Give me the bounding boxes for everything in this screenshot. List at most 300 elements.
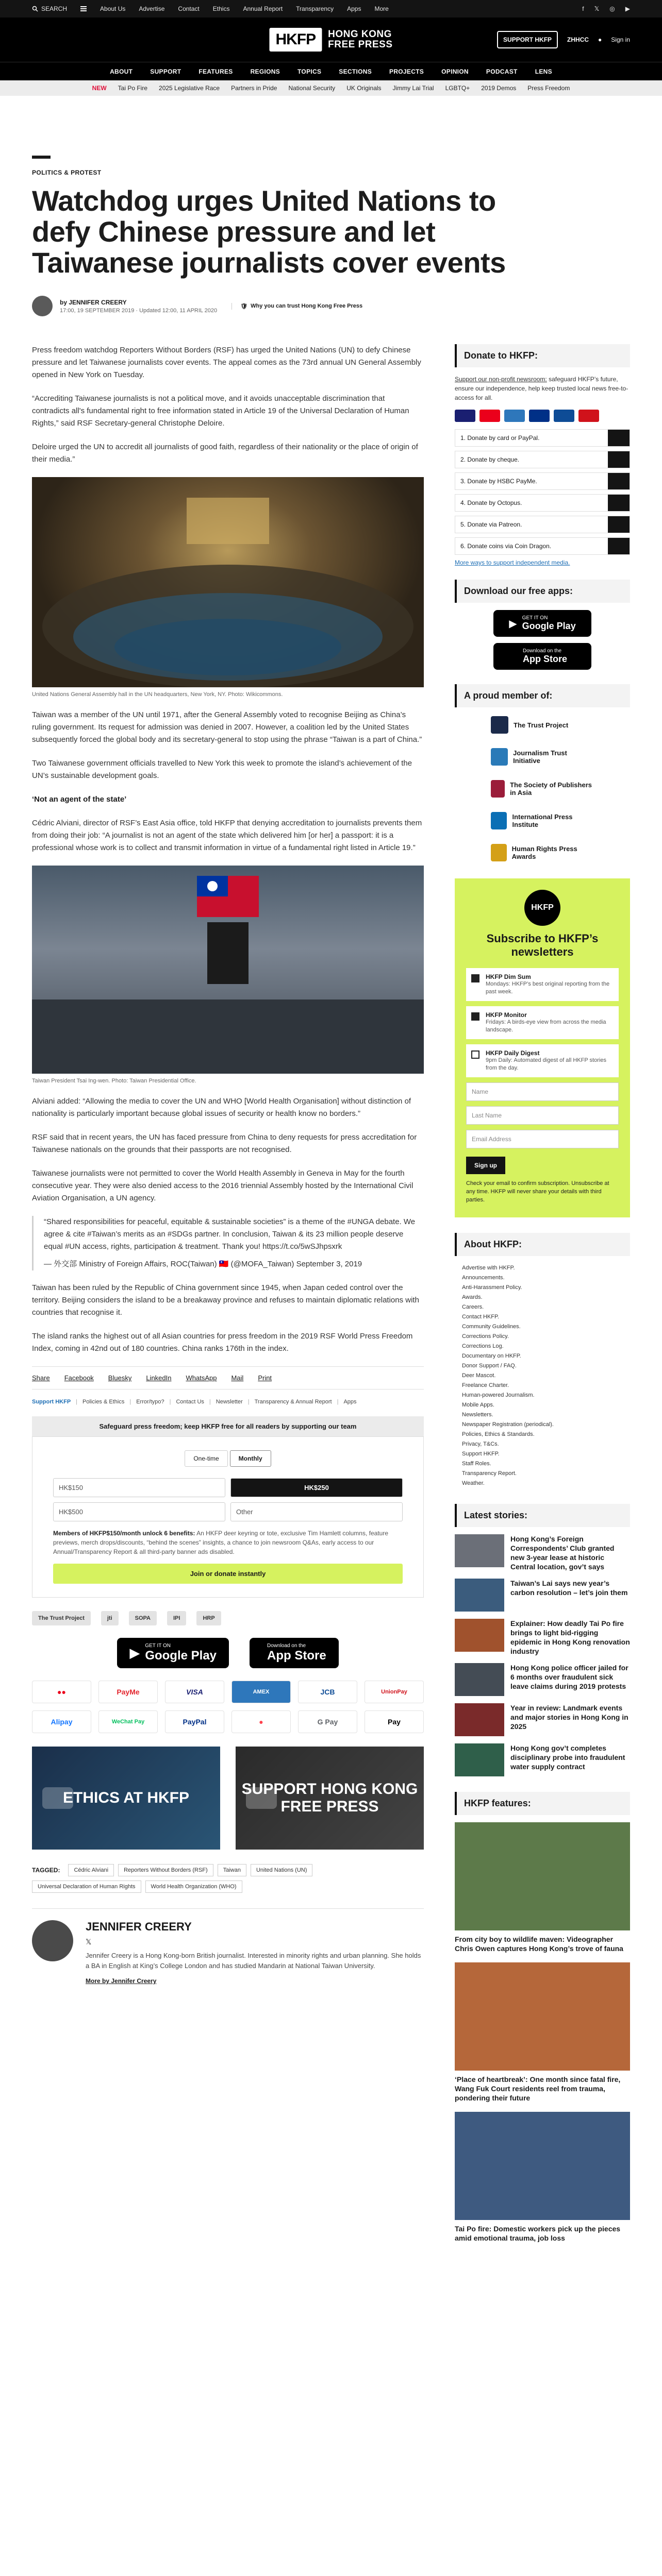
features-heading: HKFP features: <box>455 1792 630 1815</box>
tags-label: TAGGED: <box>32 1867 60 1874</box>
topbar-ethics-link[interactable]: Ethics <box>212 5 230 12</box>
trending-link[interactable]: Jimmy Lai Trial <box>392 84 434 92</box>
mastercard-icon: ●● <box>32 1681 91 1703</box>
policy-link[interactable]: Apps <box>343 1399 357 1405</box>
newsletter-name: HKFP Dim Sum <box>486 973 531 980</box>
about-link[interactable]: Corrections Log. <box>462 1343 504 1349</box>
about-link[interactable]: Policies, Ethics & Standards. <box>462 1431 535 1437</box>
arrow-icon <box>608 430 630 446</box>
menu-icon <box>80 6 87 11</box>
frequency-toggle <box>53 1450 403 1467</box>
newsletter-option[interactable] <box>466 1006 619 1039</box>
publish-date: 17:00, 19 SEPTEMBER 2019 · Updated 12:00, 11 APRIL 2020 <box>60 307 218 314</box>
paragraph: Press freedom watchdog Reporters Without Borders (RSF) has urged the United Nations (UN) to defy Chinese pressure and let Taiwanese journalists cover events. The appeal comes as the 73rd annual UN General Assembly opened in New York on Tuesday. <box>32 346 421 379</box>
tag-link[interactable]: Taiwan <box>218 1864 246 1876</box>
member-name: Human Rights Press Awards <box>511 845 577 860</box>
shield-icon: 🛡 <box>240 303 248 310</box>
un-hall-illustration <box>32 477 424 687</box>
nav-topics[interactable]: TOPICS <box>297 67 322 75</box>
donate-option-label: 4. Donate by Octopus. <box>460 499 522 506</box>
jcb-icon <box>554 410 574 422</box>
site-logo[interactable] <box>269 28 392 52</box>
ipi-icon <box>491 812 507 829</box>
play-icon: ▶ <box>129 1645 140 1660</box>
latest-story[interactable] <box>455 1579 630 1612</box>
arrow-icon <box>608 473 630 489</box>
tsai-photo[interactable] <box>32 866 424 1074</box>
nav-sections[interactable]: SECTIONS <box>339 67 372 75</box>
about-heading: About HKFP: <box>455 1233 630 1256</box>
nav-lens[interactable]: LENS <box>535 67 552 75</box>
brand-name <box>328 29 392 50</box>
trending-link[interactable]: LGBTQ+ <box>445 84 470 92</box>
about-link[interactable]: Announcements. <box>462 1275 505 1281</box>
trending-link[interactable]: National Security <box>288 84 336 92</box>
about-link[interactable]: Careers. <box>462 1304 484 1310</box>
play-icon <box>42 1787 73 1809</box>
member-logos <box>455 715 630 863</box>
page-body <box>0 344 662 2252</box>
paragraph: Taiwan has been ruled by the Republic of China government since 1945, when Japan ceded control over the territory. Beijing considers the island to be a breakaway province and refuses to maintain diplomatic relations with countries that recognise it. <box>32 1283 419 1317</box>
newsletter-name: HKFP Monitor <box>486 1011 527 1019</box>
about-link[interactable]: Awards. <box>462 1294 483 1300</box>
article-header <box>0 156 662 316</box>
donate-text <box>455 375 630 402</box>
about-link[interactable]: Anti-Harassment Policy. <box>462 1284 522 1291</box>
amount-option[interactable]: HK$150 <box>53 1478 225 1497</box>
newsletter-desc: 9pm Daily: Automated digest of all HKFP stories from the day. <box>486 1057 606 1071</box>
feature-title[interactable]: Tai Po fire: Domestic workers pick up the pieces amid emotional trauma, job loss <box>455 2225 621 2242</box>
feature-title[interactable]: From city boy to wildlife maven: Videographer Chris Owen captures Hong Kong’s trove of fauna <box>455 1935 623 1953</box>
member-name: The Society of Publishers in Asia <box>510 781 592 796</box>
trending-link[interactable]: Partners in Pride <box>231 84 277 92</box>
paypal-icon: PayPal <box>165 1710 224 1733</box>
name-field[interactable]: Name <box>466 1082 619 1101</box>
main-nav <box>0 62 662 80</box>
logo-mark: HKFP <box>269 28 322 52</box>
topbar-apps-link[interactable]: Apps <box>347 5 361 12</box>
patreon-icon: ● <box>231 1710 291 1733</box>
latest-story[interactable] <box>455 1534 630 1571</box>
checkbox-unchecked[interactable] <box>471 1050 479 1059</box>
policy-link[interactable]: Newsletter <box>216 1399 243 1405</box>
feature-image[interactable] <box>455 1822 630 1930</box>
about-link[interactable]: Staff Roles. <box>462 1461 491 1467</box>
search-link[interactable] <box>32 5 67 12</box>
checkbox-checked[interactable] <box>471 1012 479 1021</box>
sign-in-link[interactable]: Sign in <box>611 36 630 43</box>
author-name-value[interactable]: JENNIFER CREERY <box>69 298 127 306</box>
about-link[interactable]: Advertise with HKFP. <box>462 1265 515 1271</box>
unionpay-icon: UnionPay <box>365 1681 424 1703</box>
utility-bar <box>0 0 662 18</box>
latest-story[interactable] <box>455 1663 630 1696</box>
story-title[interactable]: Hong Kong police officer jailed for 6 months over fraudulent sick leave claims during 2019 protests <box>510 1664 628 1690</box>
promo-label: ETHICS AT HKFP <box>63 1789 189 1806</box>
paragraph: Deloire urged the UN to accredit all journalists of good faith, regardless of their nationality or the place of origin of their media.” <box>32 443 418 464</box>
nav-projects[interactable]: PROJECTS <box>389 67 424 75</box>
donate-text-body: safeguard HKFP’s future, ensure our independence, help keep trusted local news free-to-access for all. <box>455 376 628 401</box>
feature-image[interactable] <box>455 2112 630 2220</box>
social-links <box>582 5 630 12</box>
promo-label: SUPPORT HONG KONG FREE PRESS <box>241 1781 418 1815</box>
jti-icon <box>491 748 508 766</box>
share-bar <box>32 1366 424 1389</box>
policy-link[interactable]: Error/typo? <box>136 1399 164 1405</box>
story-thumbnail[interactable] <box>455 1663 504 1696</box>
topbar-advertise-link[interactable]: Advertise <box>139 5 165 12</box>
x-icon[interactable]: 𝕏 <box>594 5 600 12</box>
nav-about[interactable]: ABOUT <box>110 67 133 75</box>
google-small: GET IT ON <box>522 615 548 621</box>
trust-label: Why you can trust Hong Kong Free Press <box>251 303 363 309</box>
share-mail[interactable]: Mail <box>231 1374 244 1382</box>
google-big: Google Play <box>145 1649 217 1663</box>
latest-story[interactable] <box>455 1619 630 1656</box>
trust-project-icon <box>491 716 508 734</box>
author-bio-name[interactable]: JENNIFER CREERY <box>86 1920 192 1933</box>
trending-link[interactable]: Press Freedom <box>527 84 570 92</box>
donate-widget <box>32 1436 424 1598</box>
mastercard-icon <box>479 410 500 422</box>
author-bio-text: Jennifer Creery is a Hong Kong-born British journalist. Interested in minority rights and urban planning. She holds a BA in English at King’s College London and has studied Mandarin at National Taiwan University. <box>86 1952 421 1970</box>
story-title[interactable]: Taiwan’s Lai says new year’s carbon resolution – let’s join them <box>510 1579 628 1597</box>
donate-option[interactable] <box>455 451 630 468</box>
share-link[interactable]: Share <box>32 1374 50 1382</box>
tag-link[interactable]: Cédric Alviani <box>68 1864 114 1876</box>
about-link[interactable]: Transparency Report. <box>462 1470 517 1477</box>
about-link[interactable]: Privacy, T&Cs. <box>462 1441 499 1447</box>
alipay-icon: Alipay <box>32 1710 91 1733</box>
ipi-logo[interactable] <box>491 810 594 831</box>
member-name: International Press Institute <box>512 813 573 828</box>
feature-stories <box>455 1822 630 2243</box>
nav-support[interactable]: SUPPORT <box>150 67 181 75</box>
support-promo[interactable] <box>236 1747 424 1850</box>
masthead <box>0 18 662 62</box>
donate-heading: Donate to HKFP: <box>455 344 630 367</box>
apps-heading: Download our free apps: <box>455 580 630 603</box>
trust-link[interactable] <box>231 303 362 310</box>
share-facebook[interactable]: Facebook <box>64 1374 94 1382</box>
payme-icon: PayMe <box>98 1681 158 1703</box>
nav-regions[interactable]: REGIONS <box>250 67 280 75</box>
sign-up-button[interactable]: Sign up <box>466 1157 505 1174</box>
tag-link[interactable]: Reporters Without Borders (RSF) <box>118 1864 213 1876</box>
nav-podcast[interactable]: PODCAST <box>486 67 518 75</box>
newsletter-name: HKFP Daily Digest <box>486 1049 540 1057</box>
story-thumbnail[interactable] <box>455 1743 504 1776</box>
newsletter-title: Subscribe to HKFP’s newsletters <box>486 932 599 958</box>
share-bluesky[interactable]: Bluesky <box>108 1374 132 1382</box>
ethics-promo[interactable] <box>32 1747 220 1850</box>
visa-icon: VISA <box>165 1681 224 1703</box>
amount-option-selected[interactable]: HK$250 <box>230 1478 403 1497</box>
freq-one-time[interactable]: One-time <box>185 1450 227 1467</box>
tweet-text[interactable]: “Shared responsibilities for peaceful, equitable & sustainable societies” is a theme of the #UNGA debate. We agree & cite #Taiwan’s merits as an #SDGs partner. In conclusion, Taiwan & its 23 million people deserve equal #UN access, rights, participation & treatment. Thank you! https://t.co/5wSJhpsxrk <box>44 1217 416 1251</box>
topbar-transparency-link[interactable]: Transparency <box>296 5 334 12</box>
story-title[interactable]: Explainer: How deadly Tai Po fire brings to light bid-rigging epidemic in Hong Kong renovation industry <box>510 1619 630 1655</box>
newsletter-desc: Fridays: A birds-eye view from across the media landscape. <box>486 1019 606 1033</box>
author-photo[interactable] <box>32 1920 73 1961</box>
trending-bar <box>0 80 662 96</box>
topbar-contact-link[interactable]: Contact <box>178 5 200 12</box>
newsletter-signup <box>455 878 630 1217</box>
donate-option-label: 3. Donate by HSBC PayMe. <box>460 478 537 485</box>
apple-big: App Store <box>522 654 567 664</box>
donate-option[interactable] <box>455 494 630 512</box>
ipi-badge[interactable]: IPI <box>167 1611 186 1625</box>
instagram-icon[interactable]: ◎ <box>609 5 615 12</box>
author-avatar[interactable] <box>32 296 53 316</box>
amount-options <box>53 1478 403 1521</box>
play-icon: ▶ <box>509 618 517 630</box>
feature-story[interactable] <box>455 2112 630 2243</box>
more-ways-link[interactable]: More ways to support independent media. <box>455 559 570 566</box>
menu-link[interactable] <box>80 6 87 11</box>
amex-icon: AMEX <box>231 1681 291 1703</box>
donate-text-link[interactable]: Support our non-profit newsroom: <box>455 376 547 383</box>
safeguard-banner: Safeguard press freedom; keep HKFP free for all readers by supporting our team <box>32 1416 424 1436</box>
visa-icon <box>455 410 475 422</box>
embedded-tweet <box>32 1216 424 1270</box>
checkbox-checked[interactable] <box>471 974 479 982</box>
latest-story[interactable] <box>455 1743 630 1776</box>
trust-project-badge[interactable]: The Trust Project <box>32 1611 91 1625</box>
story-title[interactable]: Hong Kong’s Foreign Correspondents’ Club granted new 3-year lease at historic Central location, gov’t says <box>510 1535 615 1571</box>
payment-methods <box>32 1681 424 1733</box>
amex-icon <box>504 410 525 422</box>
story-thumbnail[interactable] <box>455 1703 504 1736</box>
share-whatsapp[interactable]: WhatsApp <box>186 1374 217 1382</box>
sopa-logo[interactable] <box>491 778 594 799</box>
support-button[interactable]: SUPPORT HKFP <box>497 31 558 48</box>
brand-line-1: HONG KONG <box>328 29 392 40</box>
about-link[interactable]: Support HKFP. <box>462 1451 500 1457</box>
paragraph: Two Taiwanese government officials travelled to New York this week to promote the island’s achievement of the UN’s sustainable development goals. <box>32 759 412 780</box>
headline: Watchdog urges United Nations to defy Chinese pressure and let Taiwanese journalists cover events <box>32 184 506 279</box>
story-title[interactable]: Year in review: Landmark events and major stories in Hong Kong in 2025 <box>510 1704 628 1731</box>
paragraph: Taiwanese journalists were not permitted to cover the World Health Assembly in Geneva in May for the fourth consecutive year. They were also denied access to the 2016 triennial Assembly hosted by the International Civil Aviation Organisation, a UN agency. <box>32 1169 413 1202</box>
arrow-icon <box>608 451 630 468</box>
nav-features[interactable]: FEATURES <box>198 67 233 75</box>
email-field[interactable]: Email Address <box>466 1130 619 1148</box>
google-play-button[interactable] <box>493 610 591 637</box>
hrpa-icon <box>491 844 507 861</box>
google-pay-icon: G Pay <box>298 1710 357 1733</box>
figure-un-hall <box>32 477 424 698</box>
header-rule <box>32 156 51 159</box>
about-link[interactable]: Deer Mascot. <box>462 1372 496 1379</box>
google-small: GET IT ON <box>145 1643 171 1649</box>
topbar-about-link[interactable]: About Us <box>100 5 126 12</box>
donate-option[interactable] <box>455 429 630 447</box>
sopa-icon <box>491 780 505 798</box>
arrow-icon <box>608 538 630 554</box>
donate-option-label: 6. Donate coins via Coin Dragon. <box>460 543 552 550</box>
app-store-button[interactable] <box>250 1638 339 1668</box>
donate-option[interactable] <box>455 537 630 555</box>
article-content <box>32 344 424 2252</box>
youtube-icon[interactable]: ▶ <box>625 5 630 12</box>
about-link[interactable]: Mobile Apps. <box>462 1402 494 1408</box>
new-badge: NEW <box>92 84 107 92</box>
story-thumbnail[interactable] <box>455 1619 504 1652</box>
about-link[interactable]: Human-powered Journalism. <box>462 1392 535 1398</box>
freq-monthly[interactable]: Monthly <box>230 1450 271 1467</box>
donate-option-label: 1. Donate by card or PayPal. <box>460 434 540 442</box>
paragraph: Cédric Alviani, director of RSF’s East Asia office, told HKFP that denying accreditation to journalists prevents them from doing their job: “A journalist is not an agent of the state which delivered him [or her] a passport: it is a professional whose work is to collect and transmit information in virtue of a fundamental right listed in Article 19.” <box>32 819 422 852</box>
donate-option[interactable] <box>455 516 630 533</box>
about-link[interactable]: Weather. <box>462 1480 485 1486</box>
byline-text <box>60 299 217 314</box>
category-label[interactable]: POLITICS & PROTEST <box>32 169 102 176</box>
apple-small: Download on the <box>267 1643 306 1649</box>
policy-links: Support HKFP | Policies & Ethics | Error/typo? | Contact Us | Newsletter | Transparency & Annual Report | Apps <box>32 1399 357 1405</box>
jcb-icon: JCB <box>298 1681 357 1703</box>
members-note-bold: Members of HKFP$150/month unlock 6 benefits: <box>53 1530 195 1537</box>
trending-link[interactable]: Tai Po Fire <box>118 84 148 92</box>
about-link[interactable]: Freelance Charter. <box>462 1382 509 1388</box>
policy-link[interactable]: Policies & Ethics <box>82 1399 125 1405</box>
photo-caption: United Nations General Assembly hall in the UN headquarters, New York, NY. Photo: Wikicommons. <box>32 691 283 698</box>
feature-story[interactable] <box>455 1822 630 1953</box>
tag-link[interactable]: United Nations (UN) <box>251 1864 312 1876</box>
language-switch[interactable]: ZHHCC <box>567 36 589 43</box>
author-bio-box <box>32 1908 424 1986</box>
search-icon <box>32 6 38 12</box>
newsletter-desc: Mondays: HKFP’s best original reporting from the past week. <box>486 981 610 995</box>
wechat-pay-icon: WeChat Pay <box>98 1710 158 1733</box>
policy-link[interactable]: Support HKFP <box>32 1399 71 1405</box>
hrp-badge[interactable]: HRP <box>196 1611 221 1625</box>
amount-option[interactable]: HK$500 <box>53 1502 225 1521</box>
donate-option-label: 2. Donate by cheque. <box>460 456 520 463</box>
about-link[interactable]: Documentary on HKFP. <box>462 1353 521 1359</box>
search-label: SEARCH <box>41 5 68 12</box>
feature-story[interactable] <box>455 1962 630 2103</box>
last-name-field[interactable]: Last Name <box>466 1106 619 1125</box>
trending-link[interactable]: 2025 Legislative Race <box>159 84 220 92</box>
card-logos <box>455 410 630 422</box>
donate-option[interactable] <box>455 472 630 490</box>
section-subhead: ‘Not an agent of the state’ <box>32 795 127 804</box>
feature-title[interactable]: ‘Place of heartbreak’: One month since fatal fire, Wang Fuk Court residents reel from trauma, pondering their future <box>455 2075 621 2102</box>
hrpa-logo[interactable] <box>491 842 594 863</box>
x-icon[interactable]: 𝕏 <box>86 1938 92 1946</box>
policy-link[interactable]: Transparency & Annual Report <box>254 1399 332 1405</box>
feature-image[interactable] <box>455 1962 630 2071</box>
newsletter-option[interactable] <box>466 968 619 1001</box>
amount-other-field[interactable]: Other <box>230 1502 403 1521</box>
paragraph: “Accrediting Taiwanese journalists is not a political move, and it avoids unacceptable discrimination that contradicts all's fundamental right to free information stated in Article 19 of the Universal Declaration of Human Rights,” said RSF Secretary-general Christophe Deloire. <box>32 394 409 428</box>
about-link[interactable]: Newsletters. <box>462 1412 493 1418</box>
members-note <box>53 1529 403 1556</box>
author-name[interactable]: by JENNIFER CREERY <box>60 298 127 306</box>
byline <box>32 296 630 316</box>
hkfp-logo: HKFP <box>524 890 560 926</box>
tag-link[interactable]: Universal Declaration of Human Rights <box>32 1880 141 1893</box>
apple-pay-icon: Pay <box>365 1710 424 1733</box>
story-thumbnail[interactable] <box>455 1534 504 1567</box>
share-linkedin[interactable]: LinkedIn <box>146 1374 172 1382</box>
trending-link[interactable]: 2019 Demos <box>481 84 517 92</box>
story-title[interactable]: Hong Kong gov’t completes disciplinary probe into fraudulent water supply contract <box>510 1744 625 1771</box>
google-play-button[interactable] <box>117 1638 229 1668</box>
sopa-badge[interactable]: SOPA <box>129 1611 157 1625</box>
paragraph: Alviani added: “Allowing the media to cover the UN and WHO [World Health Organisation] without distinction of nationality is particularly important because global issues of security or health know no borders.” <box>32 1097 411 1118</box>
article-tags <box>32 1864 424 1893</box>
tag-link[interactable]: World Health Organization (WHO) <box>145 1880 242 1893</box>
latest-heading: Latest stories: <box>455 1504 630 1527</box>
trending-link[interactable]: UK Originals <box>346 84 382 92</box>
topbar-more-link[interactable]: More <box>374 5 389 12</box>
apple-big: App Store <box>267 1649 326 1663</box>
donate-option-label: 5. Donate via Patreon. <box>460 521 522 528</box>
about-links <box>455 1263 630 1488</box>
promo-videos <box>32 1747 424 1850</box>
about-link[interactable]: Corrections Policy. <box>462 1333 509 1340</box>
paragraph: The island ranks the highest out of all Asian countries for press freedom in the 2019 RSF World Press Freedom Index, coming in 42nd out of 180 countries. China ranks 176th in the index. <box>32 1332 413 1353</box>
apple-small: Download on the <box>522 648 562 654</box>
policy-link[interactable]: Contact Us <box>176 1399 204 1405</box>
newsletter-fineprint: Check your email to confirm subscription. Unsubscribe at any time. HKFP will never share your details with third parties. <box>466 1180 609 1203</box>
about-link[interactable]: Donor Support / FAQ. <box>462 1363 517 1369</box>
about-link[interactable]: Newspaper Registration (periodical). <box>462 1421 554 1428</box>
figure-tsai <box>32 866 424 1084</box>
jti-badge[interactable]: jti <box>101 1611 119 1625</box>
join-button[interactable]: Join or donate instantly <box>53 1564 403 1584</box>
about-link[interactable]: Contact HKFP. <box>462 1314 499 1320</box>
app-store-button[interactable] <box>493 643 591 670</box>
brand-line-2: FREE PRESS <box>328 39 393 50</box>
nav-opinion[interactable]: OPINION <box>441 67 469 75</box>
paypal-icon <box>529 410 550 422</box>
newsletter-option[interactable] <box>466 1044 619 1077</box>
member-badges <box>32 1611 424 1625</box>
tsai-illustration <box>32 866 424 1074</box>
share-print[interactable]: Print <box>258 1374 272 1382</box>
member-name: Journalism Trust Initiative <box>513 749 567 765</box>
topbar-annual-report-link[interactable]: Annual Report <box>243 5 283 12</box>
facebook-icon[interactable]: f <box>582 5 584 12</box>
about-link[interactable]: Community Guidelines. <box>462 1324 521 1330</box>
trust-project-logo[interactable] <box>491 715 594 735</box>
story-thumbnail[interactable] <box>455 1579 504 1612</box>
arrow-icon <box>608 516 630 533</box>
jti-logo[interactable] <box>491 747 594 767</box>
arrow-icon <box>608 495 630 511</box>
paragraph: Taiwan was a member of the UN until 1971, after the General Assembly voted to recognise Beijing as China’s ruling government. Its request for admission was denied in 2007. However, a coalition led by the United States subsequently forced the global body and its secretary-general to stop using the phrase “Taiwan is a part of China.” <box>32 710 422 744</box>
play-icon <box>246 1787 277 1809</box>
member-heading: A proud member of: <box>455 684 630 707</box>
sidebar-app-links <box>455 610 630 670</box>
google-big: Google Play <box>522 621 576 631</box>
un-hall-photo[interactable] <box>32 477 424 687</box>
app-store-links <box>32 1638 424 1668</box>
latest-story[interactable] <box>455 1703 630 1736</box>
paragraph: RSF said that in recent years, the UN has faced pressure from China to deny requests for press accreditation for Taiwanese nationals on the grounds that their passports are not recognised. <box>32 1133 417 1154</box>
more-by-author-link[interactable]: More by Jennifer Creery <box>86 1977 157 1985</box>
photo-caption: Taiwan President Tsai Ing-wen. Photo: Taiwan Presidential Office. <box>32 1078 196 1084</box>
latest-stories <box>455 1534 630 1776</box>
unionpay-icon <box>578 410 599 422</box>
tweet-author[interactable]: — 外交部 Ministry of Foreign Affairs, ROC(Taiwan) 🇹🇼 (@MOFA_Taiwan) September 3, 2019 <box>44 1260 362 1268</box>
user-icon[interactable]: ● <box>598 36 602 43</box>
masthead-actions <box>497 31 630 48</box>
sidebar <box>455 344 630 2252</box>
member-name: The Trust Project <box>514 721 569 729</box>
